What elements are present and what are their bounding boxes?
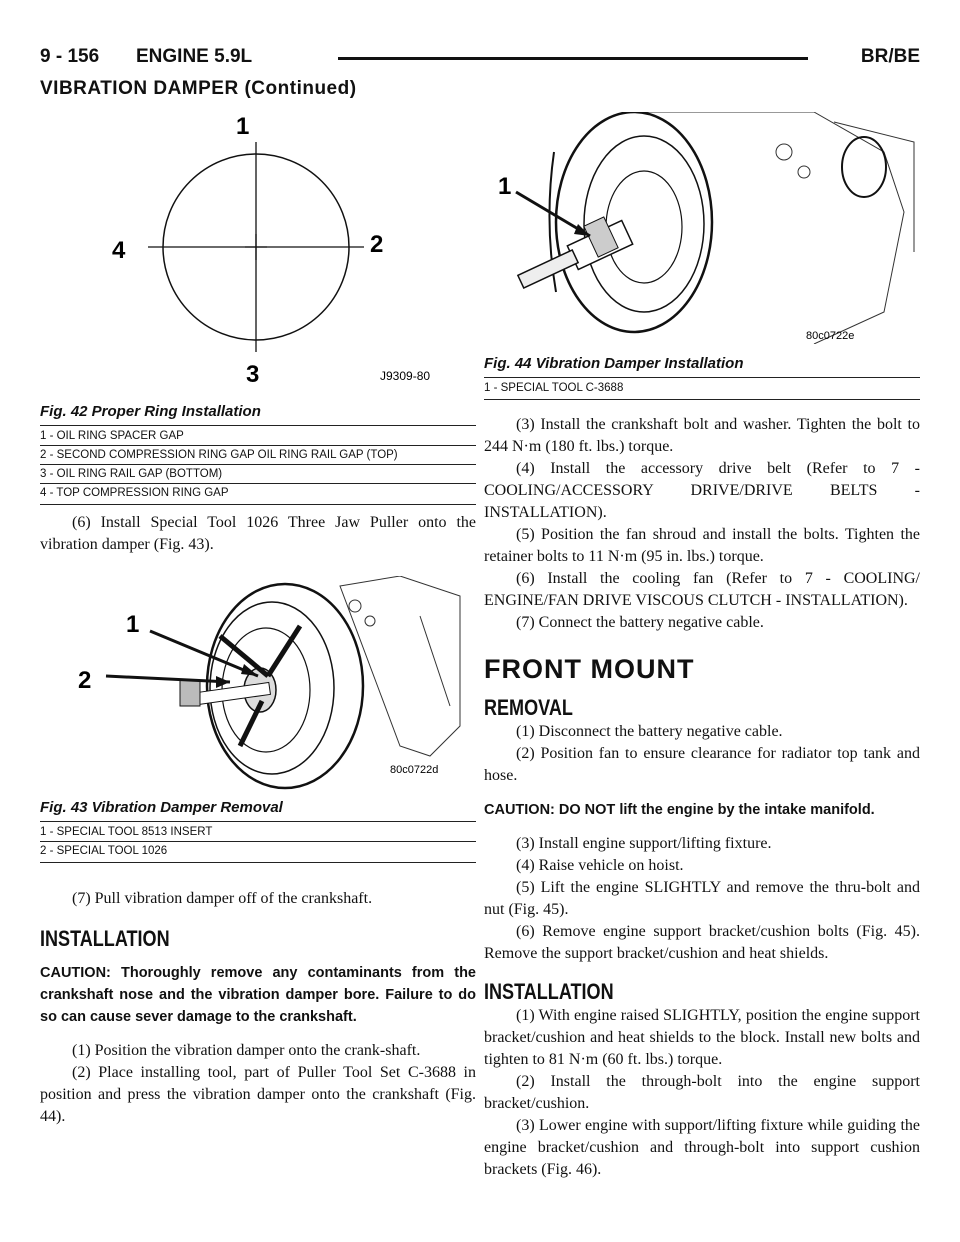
paragraph: (4) Raise vehicle on hoist. xyxy=(516,857,684,874)
front-mount-heading: FRONT MOUNT xyxy=(484,654,695,684)
paragraph: (2) Place installing tool, part of Puller Tool Set C-3688 in position and press the vibration damper onto the crankshaft (Fig. 44). xyxy=(40,1064,476,1125)
legend-item: 3 - OIL RING RAIL GAP (BOTTOM) xyxy=(40,464,476,481)
legend-item: 1 - OIL RING SPACER GAP xyxy=(40,430,184,442)
figure-caption: Fig. 44 Vibration Damper Installation xyxy=(484,355,744,372)
callout-2: 2 xyxy=(370,231,384,258)
figure-legend xyxy=(40,425,476,505)
section-title: VIBRATION DAMPER (Continued) xyxy=(40,78,357,99)
paragraph: (7) Connect the battery negative cable. xyxy=(516,614,764,631)
paragraph: (5) Lift the engine SLIGHTLY and remove the thru-bolt and nut (Fig. 45). xyxy=(484,879,920,918)
page-number: 9 - 156 xyxy=(40,46,100,67)
paragraph: (4) Install the accessory drive belt (Refer to 7 - COOLING/ACCESSORY DRIVE/DRIVE BELTS - INSTALLATION). xyxy=(484,460,920,521)
callout-1: 1 xyxy=(126,611,140,638)
figure-43 xyxy=(40,576,476,863)
legend-item: 1 - SPECIAL TOOL C-3688 xyxy=(484,382,624,394)
figure-44 xyxy=(484,112,920,400)
removal-heading: REMOVAL xyxy=(484,695,573,720)
damper-removal-illustration xyxy=(40,576,476,794)
figure-code: 80c0722d xyxy=(390,764,439,776)
paragraph: (3) Install engine support/lifting fixture. xyxy=(516,835,772,852)
legend-item: 2 - SPECIAL TOOL 1026 xyxy=(40,841,476,858)
left-text-block-1 xyxy=(40,512,476,556)
figure-caption: Fig. 42 Proper Ring Installation xyxy=(40,403,261,420)
caution-note: CAUTION: DO NOT lift the engine by the intake manifold. xyxy=(484,802,875,818)
right-text-block xyxy=(484,414,920,1181)
callout-1: 1 xyxy=(498,173,512,200)
caution-note: CAUTION: Thoroughly remove any contaminants from the crankshaft nose and the vibration damper bore. Failure to do so can cause sever damage to the crankshaft. xyxy=(40,965,476,1025)
left-text-block-2 xyxy=(40,888,476,1128)
legend-item: 1 - SPECIAL TOOL 8513 INSERT xyxy=(40,826,213,838)
section-name: ENGINE 5.9L xyxy=(136,46,253,67)
callout-2: 2 xyxy=(78,667,92,694)
callout-1: 1 xyxy=(236,113,250,140)
paragraph: (7) Pull vibration damper off of the crankshaft. xyxy=(72,890,373,907)
legend-item: 2 - SECOND COMPRESSION RING GAP OIL RING RAIL GAP (TOP) xyxy=(40,445,476,462)
figure-code: J9309-80 xyxy=(380,369,431,383)
paragraph: (6) Install the cooling fan (Refer to 7 - COOLING/ ENGINE/FAN DRIVE VISCOUS CLUTCH - INSTALLATION). xyxy=(484,570,920,609)
paragraph: (2) Install the through-bolt into the engine support bracket/cushion. xyxy=(484,1073,920,1112)
paragraph: (1) With engine raised SLIGHTLY, position the engine support bracket/cushion and heat shields to the block. Install new bolts and tighten to 81 N·m (60 ft. lbs.) torque. xyxy=(484,1007,920,1068)
figure-legend xyxy=(484,377,920,400)
paragraph: (5) Position the fan shroud and install the bolts. Tighten the retainer bolts to 11 N·m (95 in. lbs.) torque. xyxy=(484,526,920,565)
paragraph: (6) Install Special Tool 1026 Three Jaw Puller onto the vibration damper (Fig. 43). xyxy=(40,514,476,553)
model-code: BR/BE xyxy=(860,46,920,67)
figure-legend xyxy=(40,821,476,863)
page-header xyxy=(40,46,920,72)
installation-heading: INSTALLATION xyxy=(484,979,614,1004)
ring-gap-diagram xyxy=(40,112,476,384)
paragraph: (2) Position fan to ensure clearance for radiator top tank and hose. xyxy=(484,745,920,784)
damper-installation-illustration xyxy=(484,112,920,344)
figure-caption: Fig. 43 Vibration Damper Removal xyxy=(40,799,283,816)
installation-heading: INSTALLATION xyxy=(40,926,170,951)
paragraph: (3) Install the crankshaft bolt and washer. Tighten the bolt to 244 N·m (180 ft. lbs.) torque. xyxy=(484,416,920,455)
header-rule xyxy=(338,57,808,60)
legend-item: 4 - TOP COMPRESSION RING GAP xyxy=(40,483,476,500)
figure-42 xyxy=(40,112,476,505)
paragraph: (1) Disconnect the battery negative cable. xyxy=(516,723,783,740)
figure-code: 80c0722e xyxy=(806,330,855,342)
paragraph: (1) Position the vibration damper onto the crank-shaft. xyxy=(72,1042,421,1059)
callout-4: 4 xyxy=(112,237,126,264)
paragraph: (6) Remove engine support bracket/cushion bolts (Fig. 45). Remove the support bracket/cushion and heat shields. xyxy=(484,923,920,962)
callout-3: 3 xyxy=(246,361,260,384)
paragraph: (3) Lower engine with support/lifting fixture while guiding the engine bracket/cushion and through-bolt into support cushion brackets (Fig. 46). xyxy=(484,1117,920,1178)
